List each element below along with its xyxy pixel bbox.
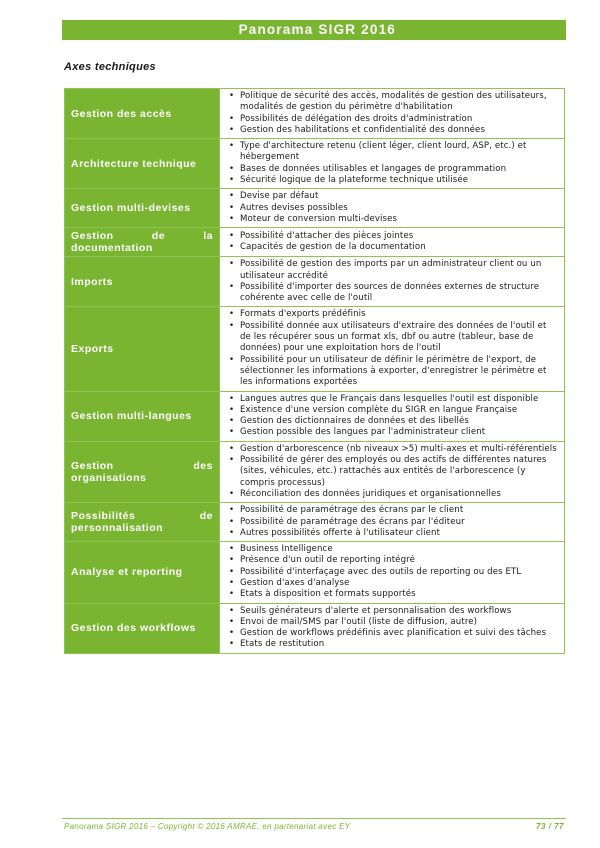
list-item: • Politique de sécurité des accès, modalités de gestion des utilisateurs, modalités de gestion du périmètre d'habilitation xyxy=(240,91,560,114)
row-content xyxy=(220,257,565,307)
row-content xyxy=(220,228,565,257)
list-item: • Possibilités de délégation des droits d'administration xyxy=(240,114,560,125)
row-content xyxy=(220,139,565,189)
list-item: • Possibilité pour un utilisateur de définir le périmètre de l'export, de sélectionner les informations à exporter, d'enregistrer le périmètre et les informations exportées xyxy=(240,355,560,389)
list-item: • Gestion possible des langues par l'administrateur client xyxy=(240,427,560,438)
list-item: • Possibilité de paramétrage des écrans par le client xyxy=(240,505,560,516)
list-item: • Existence d'une version complète du SIGR en langue Française xyxy=(240,405,560,416)
list-item: • Autres devises possibles xyxy=(240,203,560,214)
list-item: • Possibilité d'interfaçage avec des outils de reporting ou des ETL xyxy=(240,567,560,578)
row-label-possibilites-personnalisation: Possibilités de personnalisation xyxy=(65,503,220,542)
table-row xyxy=(65,391,565,441)
row-label-gestion-documentation: Gestion de la documentation xyxy=(65,228,220,257)
list-item: • Possibilité d'importer des sources de données externes de structure cohérente avec celle de l'outil xyxy=(240,282,560,305)
table-row xyxy=(65,307,565,391)
row-content xyxy=(220,603,565,653)
row-label-gestion-multi-langues: Gestion multi-langues xyxy=(65,391,220,441)
footer-copyright: Panorama SIGR 2016 – Copyright © 2016 AMRAE, en partenariat avec EY xyxy=(64,822,351,831)
table-row xyxy=(65,503,565,542)
list-item: • Sécurité logique de la plateforme technique utilisée xyxy=(240,175,560,186)
list-item: • Gestion des dictionnaires de données et des libellés xyxy=(240,416,560,427)
list-item: • Possibilité de gestion des imports par un administrateur client ou un utilisateur accrédité xyxy=(240,259,560,282)
list-item: • Capacités de gestion de la documentation xyxy=(240,242,560,253)
section-title: Axes techniques xyxy=(64,61,156,73)
row-label-gestion-des-acces: Gestion des accès xyxy=(65,89,220,139)
table-row xyxy=(65,257,565,307)
row-content xyxy=(220,503,565,542)
row-content xyxy=(220,391,565,441)
table-row xyxy=(65,189,565,228)
page-header-title: Panorama SIGR 2016 xyxy=(238,22,396,37)
row-content xyxy=(220,542,565,603)
list-item: • Business Intelligence xyxy=(240,544,560,555)
list-item: • Possibilité de gérer des employés ou des actifs de différentes natures (sites, véhicules, etc.) rattachés aux entités de l'arborescence (y compris processus) xyxy=(240,455,560,489)
table-row xyxy=(65,603,565,653)
row-label-imports: Imports xyxy=(65,257,220,307)
table-row xyxy=(65,542,565,603)
list-item: • Seuils générateurs d'alerte et personnalisation des workflows xyxy=(240,606,560,617)
list-item: • Gestion d'arborescence (nb niveaux >5) multi-axes et multi-référentiels xyxy=(240,444,560,455)
list-item: • Bases de données utilisables et langages de programmation xyxy=(240,164,560,175)
row-content xyxy=(220,307,565,391)
list-item: • Moteur de conversion multi-devises xyxy=(240,214,560,225)
list-item: • Autres possibilités offerte à l'utilisateur client xyxy=(240,528,560,539)
technical-axes-table xyxy=(64,88,565,654)
list-item: • Etats à disposition et formats supportés xyxy=(240,589,560,600)
list-item: • Présence d'un outil de reporting intégré xyxy=(240,555,560,566)
list-item: • Devise par défaut xyxy=(240,191,560,202)
table-row xyxy=(65,139,565,189)
list-item: • Langues autres que le Français dans lesquelles l'outil est disponible xyxy=(240,394,560,405)
row-content xyxy=(220,89,565,139)
list-item: • Possibilité donnée aux utilisateurs d'extraire des données de l'outil et de les récupérer sous un format xls, dbf ou autre (tableur, base de données) pour une exploitation hors de l'outil xyxy=(240,321,560,355)
row-label-gestion-workflows: Gestion des workflows xyxy=(65,603,220,653)
list-item: • Envoi de mail/SMS par l'outil (liste de diffusion, autre) xyxy=(240,617,560,628)
list-item: • Possibilité d'attacher des pièces jointes xyxy=(240,231,560,242)
row-label-gestion-organisations: Gestion des organisations xyxy=(65,441,220,502)
page-number: 73 / 77 xyxy=(536,822,564,831)
row-content xyxy=(220,441,565,502)
table-row xyxy=(65,228,565,257)
table-row xyxy=(65,441,565,502)
table-row xyxy=(65,89,565,139)
row-label-analyse-reporting: Analyse et reporting xyxy=(65,542,220,603)
row-label-gestion-multi-devises: Gestion multi-devises xyxy=(65,189,220,228)
table-body xyxy=(65,89,565,654)
footer-divider xyxy=(62,818,566,819)
list-item: • Type d'architecture retenu (client léger, client lourd, ASP, etc.) et hébergement xyxy=(240,141,560,164)
list-item: • Formats d'exports prédéfinis xyxy=(240,309,560,320)
list-item: • Gestion d'axes d'analyse xyxy=(240,578,560,589)
list-item: • Etats de restitution xyxy=(240,639,560,650)
list-item: • Réconciliation des données juridiques et organisationnelles xyxy=(240,489,560,500)
row-label-exports: Exports xyxy=(65,307,220,391)
list-item: • Possibilité de paramétrage des écrans par l'éditeur xyxy=(240,517,560,528)
list-item: • Gestion des habilitations et confidentialité des données xyxy=(240,125,560,136)
page-header-bar xyxy=(62,20,566,40)
row-label-architecture-technique: Architecture technique xyxy=(65,139,220,189)
list-item: • Gestion de workflows prédéfinis avec planification et suivi des tâches xyxy=(240,628,560,639)
row-content xyxy=(220,189,565,228)
